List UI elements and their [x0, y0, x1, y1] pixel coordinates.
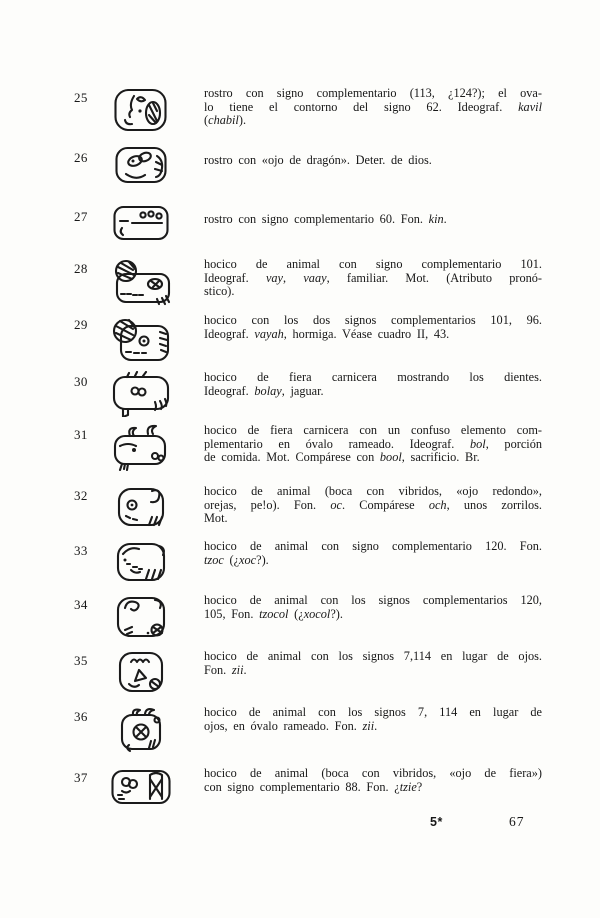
- entry-description: [204, 144, 542, 168]
- text-segment: hocico con los dos signos complementarios 101, 96.: [204, 313, 542, 327]
- maya-term-italic: xocol: [303, 606, 331, 621]
- entry-number: 34: [74, 597, 88, 612]
- hocico-fiera-dientes-glyph: [111, 371, 171, 417]
- entry-number: 37: [74, 770, 88, 785]
- entry-text-line: [204, 258, 542, 272]
- glyph-image: [104, 706, 178, 753]
- maya-term-italic: tzie: [399, 779, 417, 794]
- entry-description: [204, 767, 542, 794]
- entry-number: 36: [74, 709, 88, 724]
- text-segment: con signo complementario 88. Fon. ¿: [204, 779, 400, 794]
- text-segment: , familiar. Mot. (Atributo pronó-: [326, 270, 542, 285]
- text-segment: hocico de animal con los signos 7,114 en lugar de ojos.: [204, 649, 542, 663]
- entry-text-line: [204, 767, 542, 781]
- entry-text-line: [204, 554, 542, 568]
- hocico-signo-120-glyph: [115, 540, 167, 584]
- maya-term-italic: vay: [265, 270, 284, 285]
- maya-term-italic: och: [428, 497, 447, 512]
- text-segment: ).: [238, 113, 247, 128]
- maya-term-italic: kavil: [518, 99, 542, 114]
- text-segment: hocico de animal (boca con vibridos, «ojo de fiera»): [204, 766, 542, 780]
- entry-number: 35: [74, 653, 88, 668]
- maya-term-italic: zii: [362, 718, 375, 733]
- glyph-image: [104, 314, 178, 362]
- glyph-image: [104, 258, 178, 308]
- entry-text-line: [204, 512, 542, 526]
- glyph-image: [104, 767, 178, 807]
- text-segment: lo tiene el contorno del signo 62. Ideograf.: [204, 99, 519, 114]
- entry-text-line: [204, 314, 542, 328]
- text-segment: ?: [416, 779, 423, 794]
- text-segment: rostro con signo complementario 60. Fon.: [204, 212, 429, 226]
- entry-text-line: [204, 664, 542, 678]
- entry-number: 31: [74, 427, 88, 442]
- entry-text-line: [204, 451, 542, 465]
- entry-text-line: [204, 272, 542, 286]
- text-segment: ?).: [330, 606, 343, 621]
- entry-text-line: [204, 499, 542, 513]
- entry-description: [204, 371, 542, 398]
- text-segment: (: [204, 113, 209, 128]
- maya-term-italic: bol: [470, 436, 486, 451]
- maya-term-italic: vaay: [303, 270, 327, 285]
- hocico-signos-7-114-ovalo-glyph: [117, 706, 165, 753]
- text-segment: orejas, pe!o). Fon.: [204, 497, 331, 512]
- glyph-image: [104, 87, 178, 134]
- text-segment: Ideograf.: [204, 326, 255, 341]
- glyph-image: [104, 594, 178, 640]
- maya-term-italic: chabil: [208, 113, 239, 128]
- maya-term-italic: oc: [330, 497, 342, 512]
- entry-text-line: [204, 781, 542, 795]
- entry-text-line: [204, 608, 542, 622]
- rostro-ojo-de-dragon-glyph: [114, 144, 168, 186]
- hocico-fiera-ovalo-rameado-glyph: [110, 424, 172, 471]
- glyph-image: [104, 203, 178, 243]
- entry-number: 33: [74, 543, 88, 558]
- entry-number: 28: [74, 261, 88, 276]
- text-segment: hocico de animal con los signos complementarios 120,: [204, 593, 542, 607]
- text-segment: , hormiga. Véase cuadro II, 43.: [283, 326, 450, 341]
- entry-description: [204, 87, 542, 128]
- maya-term-italic: tzoc: [204, 552, 224, 567]
- hocico-signo-101-glyph: [109, 258, 173, 308]
- hocico-signos-101-96-glyph: [110, 314, 172, 362]
- text-segment: Ideograf.: [204, 383, 255, 398]
- entry-text-line: [204, 213, 542, 227]
- text-segment: stico).: [204, 284, 235, 299]
- maya-term-italic: kin: [428, 212, 444, 226]
- text-segment: (¿: [223, 552, 240, 567]
- text-segment: Fon.: [204, 662, 232, 677]
- glyph-image: [104, 485, 178, 529]
- maya-term-italic: vayah: [254, 326, 284, 341]
- text-segment: , jaguar.: [281, 383, 324, 398]
- entry-number: 29: [74, 317, 88, 332]
- entry-text-line: [204, 540, 542, 554]
- entry-text-line: [204, 114, 542, 128]
- entry-text-line: [204, 328, 542, 342]
- entry-description: [204, 540, 542, 567]
- maya-term-italic: bool: [379, 450, 402, 465]
- text-segment: , porción: [485, 436, 542, 451]
- entry-number: 30: [74, 374, 88, 389]
- entry-description: [204, 424, 542, 465]
- glyph-image: [104, 650, 178, 694]
- text-segment: plementario en óvalo rameado. Ideograf.: [204, 436, 470, 451]
- glyph-image: [104, 144, 178, 186]
- entry-text-line: [204, 154, 542, 168]
- maya-term-italic: tzocol: [259, 606, 289, 621]
- text-segment: hocico de animal (boca con vibridos, «ojo redondo»,: [204, 484, 542, 498]
- entry-text-line: [204, 438, 542, 452]
- text-segment: de comida. Mot. Compárese con: [204, 450, 380, 465]
- text-segment: ,: [283, 270, 304, 285]
- text-segment: hocico de fiera carnicera con un confuso elemento com-: [204, 423, 542, 437]
- entry-number: 32: [74, 488, 88, 503]
- text-segment: .: [374, 718, 378, 733]
- entry-text-line: [204, 594, 542, 608]
- maya-term-italic: bolay: [254, 383, 282, 398]
- text-segment: hocico de animal con los signos 7, 114 en lugar de: [204, 705, 542, 719]
- entry-description: [204, 594, 542, 621]
- entry-number: 25: [74, 90, 88, 105]
- hocico-ojo-redondo-glyph: [116, 485, 166, 529]
- text-segment: ?).: [256, 552, 269, 567]
- text-segment: .: [443, 212, 447, 226]
- rostro-signo-113-glyph: [113, 87, 169, 134]
- maya-term-italic: xoc: [239, 552, 257, 567]
- entry-description: [204, 650, 542, 677]
- text-segment: rostro con signo complementario (113, ¿124?); el ova-: [204, 86, 542, 100]
- hocico-ojo-de-fiera-glyph: [110, 767, 172, 807]
- entry-text-line: [204, 424, 542, 438]
- maya-term-italic: zii: [231, 662, 244, 677]
- entry-text-line: [204, 101, 542, 115]
- text-segment: Ideograf.: [204, 270, 266, 285]
- text-segment: Mot.: [204, 511, 228, 526]
- entry-description: [204, 258, 542, 299]
- entry-description: [204, 203, 542, 227]
- glyph-image: [104, 371, 178, 417]
- entry-text-line: [204, 485, 542, 499]
- entry-description: [204, 314, 542, 341]
- text-segment: .: [243, 662, 247, 677]
- entry-text-line: [204, 650, 542, 664]
- text-segment: (¿: [288, 606, 304, 621]
- text-segment: 105, Fon.: [204, 606, 260, 621]
- text-segment: hocico de animal con signo complementario 120. Fon.: [204, 539, 542, 553]
- entry-number: 26: [74, 150, 88, 165]
- entry-description: [204, 706, 542, 733]
- entry-text-line: [204, 371, 542, 385]
- hocico-signos-7-114-glyph: [117, 650, 165, 694]
- page-number: 67: [509, 814, 525, 829]
- text-segment: rostro con «ojo de dragón». Deter. de dios.: [204, 153, 432, 167]
- entry-description: [204, 485, 542, 526]
- glyph-image: [104, 540, 178, 584]
- entry-text-line: [204, 706, 542, 720]
- text-segment: , unos zorrilos.: [446, 497, 542, 512]
- rostro-signo-60-glyph: [112, 203, 170, 243]
- entry-number: 27: [74, 209, 88, 224]
- entry-text-line: [204, 285, 542, 299]
- printers-signature-mark: 5*: [430, 815, 443, 829]
- entry-text-line: [204, 87, 542, 101]
- text-segment: ojos, en óvalo rameado. Fon.: [204, 718, 363, 733]
- entry-text-line: [204, 385, 542, 399]
- text-segment: hocico de animal con signo complementario 101.: [204, 257, 542, 271]
- text-segment: . Compárese: [341, 497, 429, 512]
- glyph-image: [104, 424, 178, 471]
- hocico-signos-120-105-glyph: [115, 594, 167, 640]
- text-segment: hocico de fiera carnicera mostrando los dientes.: [204, 370, 542, 384]
- entry-text-line: [204, 720, 542, 734]
- text-segment: , sacrificio. Br.: [401, 450, 480, 465]
